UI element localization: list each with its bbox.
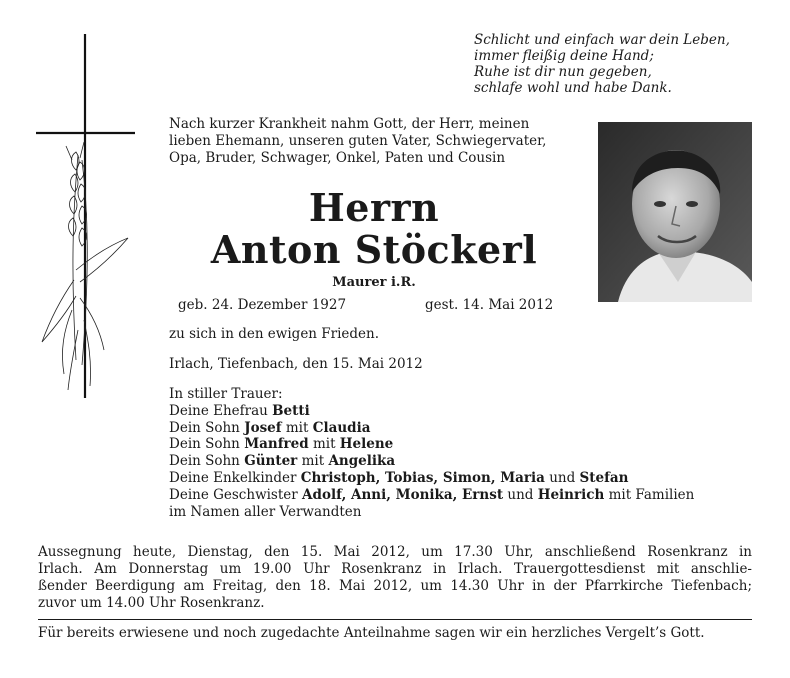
divider: [38, 619, 752, 620]
service-info: [38, 544, 752, 612]
poem: [474, 32, 774, 96]
portrait-photo: [598, 122, 752, 302]
death-date: gest. 14. Mai 2012: [425, 297, 554, 313]
service-line: Irlach. Am Donnerstag um 19.00 Uhr Rosenkranz in Irlach. Trauergottesdienst mit anschlie-: [38, 561, 752, 577]
intro-line: Nach kurzer Krankheit nahm Gott, der Herr, meinen: [169, 116, 530, 132]
mourner-line: Deine Ehefrau Betti: [169, 402, 310, 419]
cross-with-wheat-icon: [30, 30, 140, 410]
service-line: Aussegnung heute, Dienstag, den 15. Mai 2012, um 17.30 Uhr, anschließend Rosenkranz in: [38, 544, 752, 560]
poem-line: Ruhe ist dir nun gegeben,: [474, 64, 652, 80]
poem-line: immer fleißig deine Hand;: [474, 48, 654, 64]
service-line: ßender Beerdigung am Freitag, den 18. Mai 2012, um 14.30 Uhr in der Pfarrkirche Tiefenbach;: [38, 578, 752, 594]
poem-line: schlafe wohl und habe Dank.: [474, 80, 672, 96]
mourner-line: Dein Sohn Josef mit Claudia: [169, 419, 371, 436]
deceased-name: Anton Stöckerl: [210, 227, 538, 272]
intro-line: lieben Ehemann, unseren guten Vater, Schwiegervater,: [169, 133, 547, 149]
peace-line: zu sich in den ewigen Frieden.: [169, 326, 380, 342]
birth-date: geb. 24. Dezember 1927: [178, 297, 347, 313]
mourner-line: Dein Sohn Günter mit Angelika: [169, 453, 396, 470]
mourners-heading: In stiller Trauer:: [169, 386, 283, 402]
place-date: Irlach, Tiefenbach, den 15. Mai 2012: [169, 356, 423, 372]
intro-text: [169, 116, 589, 167]
intro-line: Opa, Bruder, Schwager, Onkel, Paten und Cousin: [169, 150, 506, 166]
mourner-line: Deine Geschwister Adolf, Anni, Monika, Ernst und Heinrich mit Familien: [169, 486, 695, 503]
poem-line: Schlicht und einfach war dein Leben,: [474, 32, 730, 48]
mourner-line: Dein Sohn Manfred mit Helene: [169, 436, 394, 453]
salutation: Herrn: [308, 185, 440, 230]
relatives-line: im Namen aller Verwandten: [169, 503, 362, 520]
thanks-line: Für bereits erwiesene und noch zugedachte Anteilnahme sagen wir ein herzliches Vergelt’s Gott.: [38, 625, 705, 641]
occupation: Maurer i.R.: [332, 275, 416, 290]
mourners-list: [169, 386, 769, 520]
service-line: zuvor um 14.00 Uhr Rosenkranz.: [38, 595, 265, 611]
mourner-line: Deine Enkelkinder Christoph, Tobias, Simon, Maria und Stefan: [169, 469, 629, 486]
